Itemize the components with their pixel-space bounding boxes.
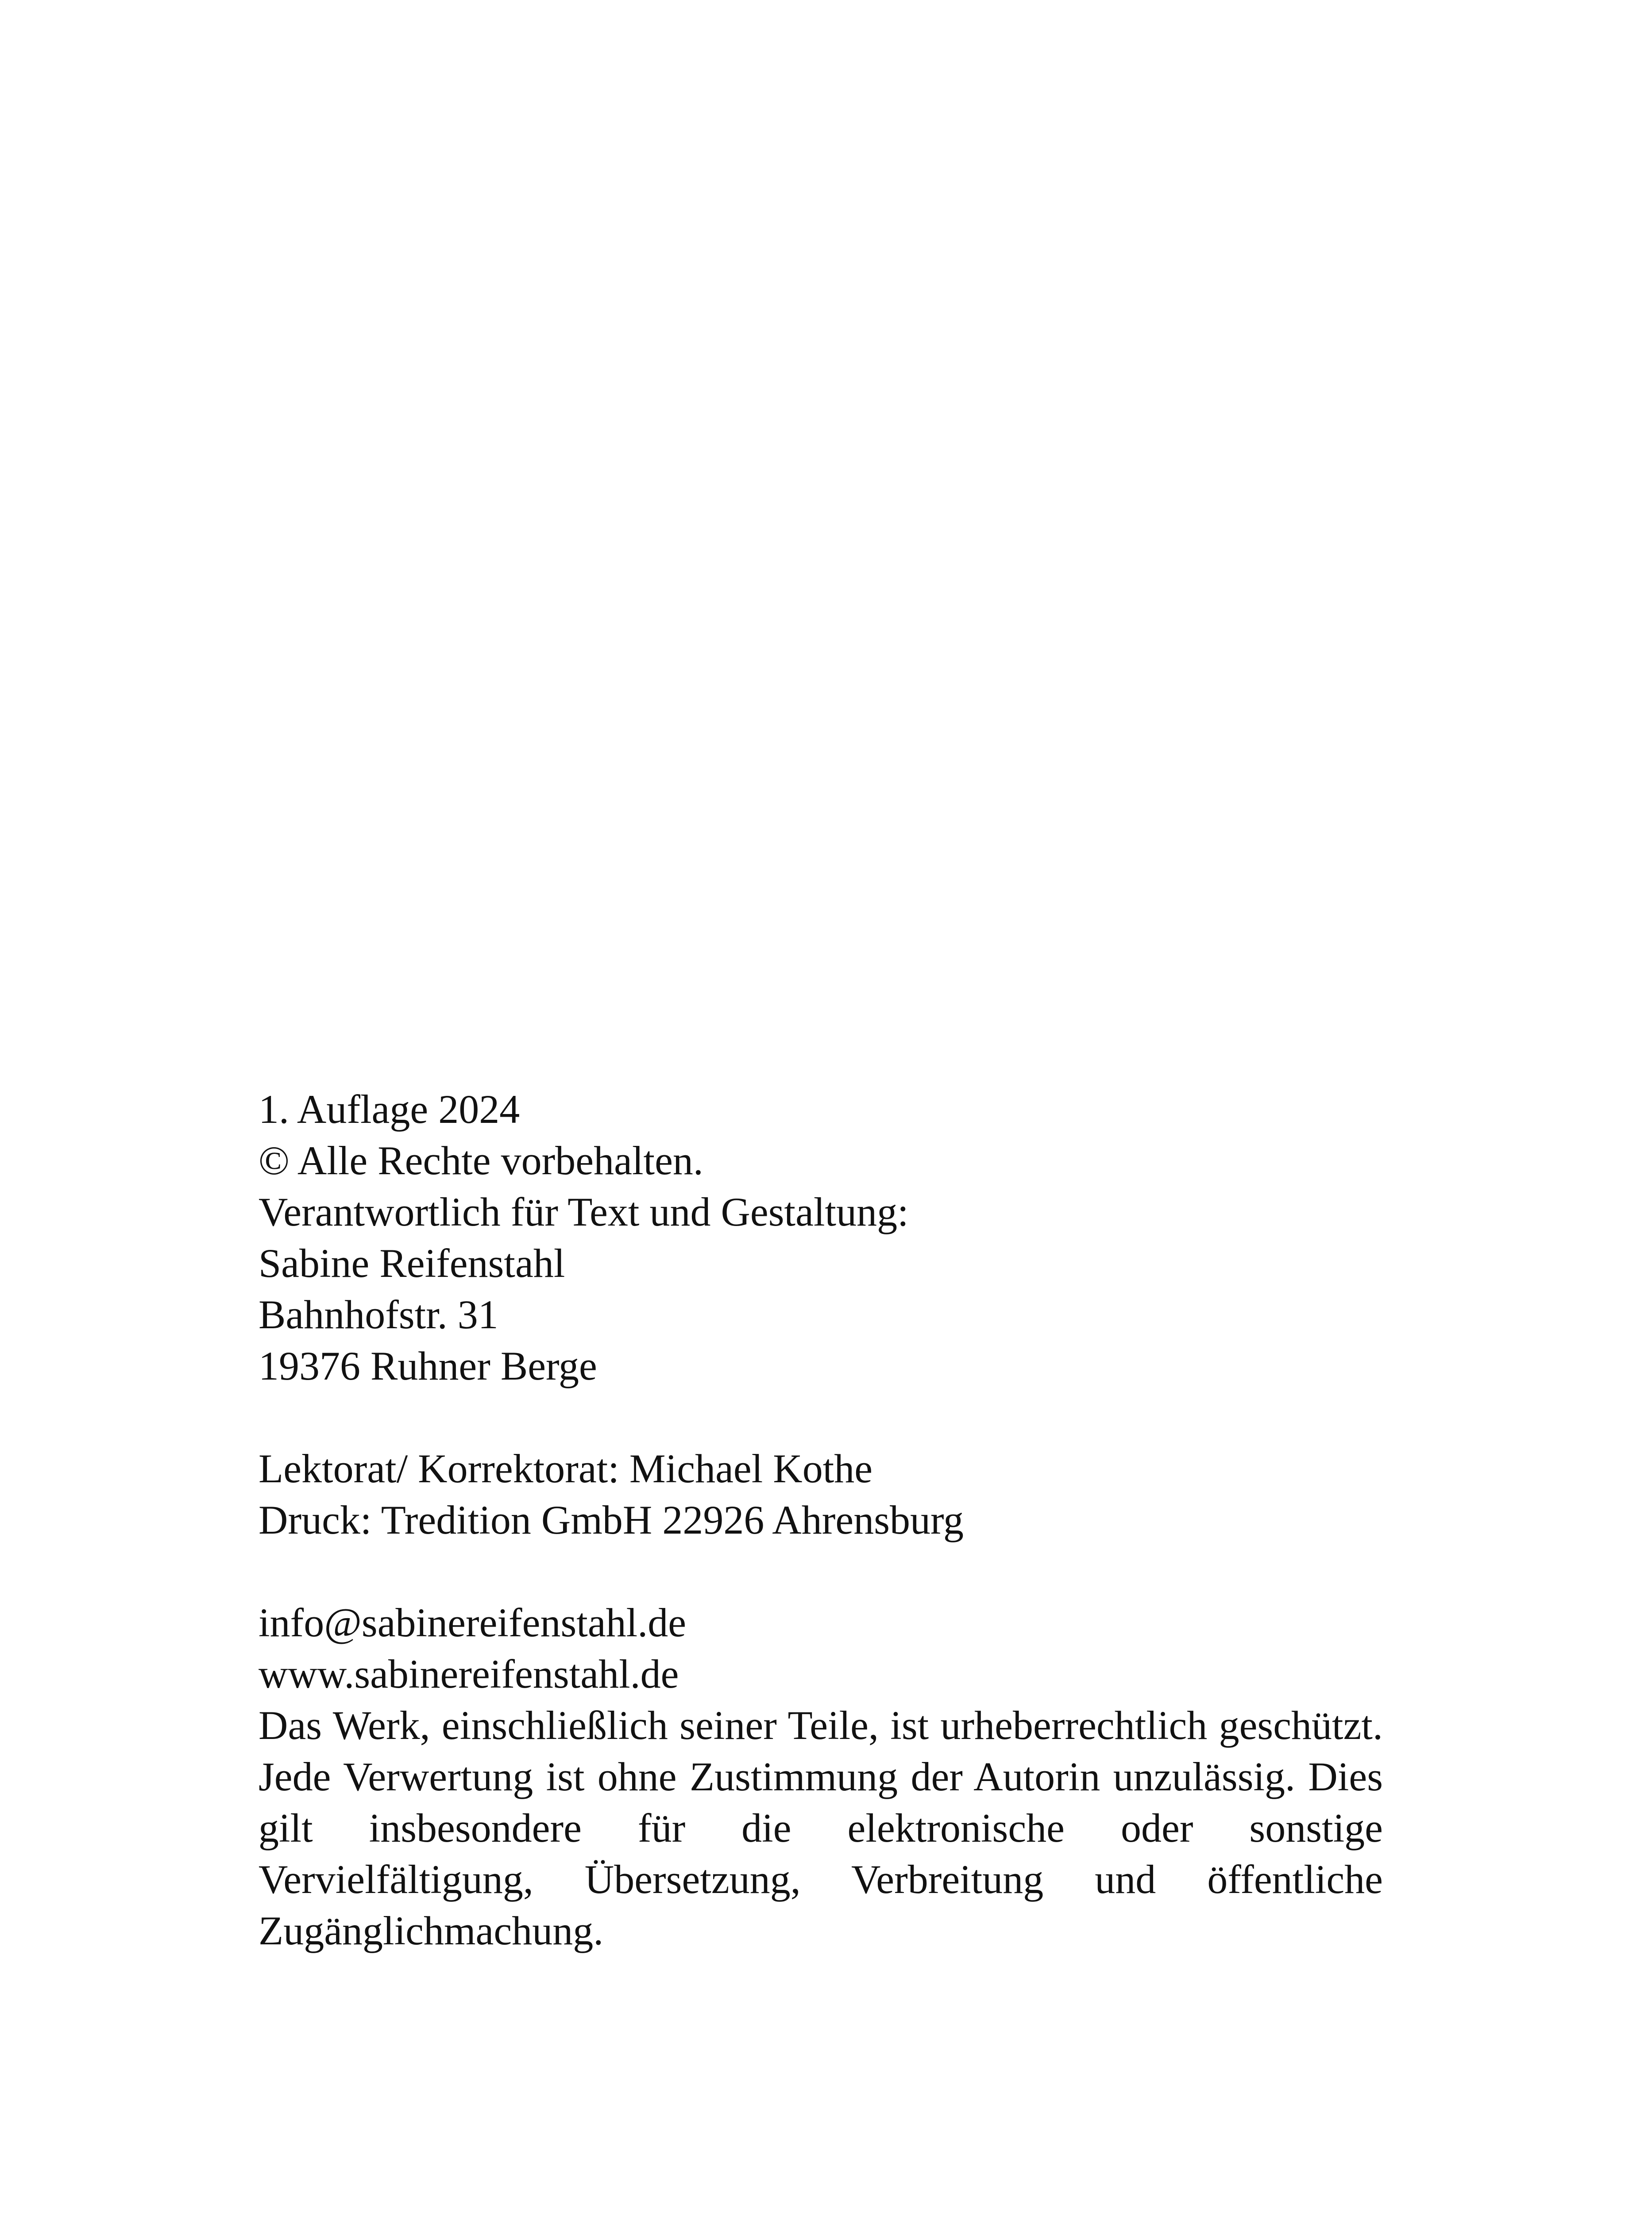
printing-credit: Druck: Tredition GmbH 22926 Ahrensburg [259, 1497, 964, 1542]
editing-credit: Lektorat/ Korrektorat: Michael Kothe [259, 1446, 873, 1491]
production-info [259, 1443, 1383, 1546]
street-address: Bahnhofstr. 31 [259, 1292, 498, 1337]
contact-info [259, 1597, 1383, 1700]
copyright-notice: Das Werk, einschließlich seiner Teile, ist urheberrechtlich geschützt. Jede Verwertung ist ohne Zustimmung der Autorin unzulässig. Dies gilt insbesondere für die elektronische oder sonstige Vervielfältigung, Übersetzung, Verbreitung und öffentliche Zugänglichmachung. [259, 1703, 1383, 1953]
author-name: Sabine Reifenstahl [259, 1241, 565, 1286]
rights-line: © Alle Rechte vorbehalten. [259, 1138, 703, 1183]
website-address: www.sabinereifenstahl.de [259, 1651, 679, 1696]
city-address: 19376 Ruhner Berge [259, 1343, 597, 1388]
edition-line: 1. Auflage 2024 [259, 1087, 520, 1132]
imprint-page [259, 1083, 1383, 1956]
email-address: info@sabinereifenstahl.de [259, 1600, 687, 1645]
responsible-label: Verantwortlich für Text und Gestaltung: [259, 1189, 909, 1234]
publication-info [259, 1083, 1383, 1392]
